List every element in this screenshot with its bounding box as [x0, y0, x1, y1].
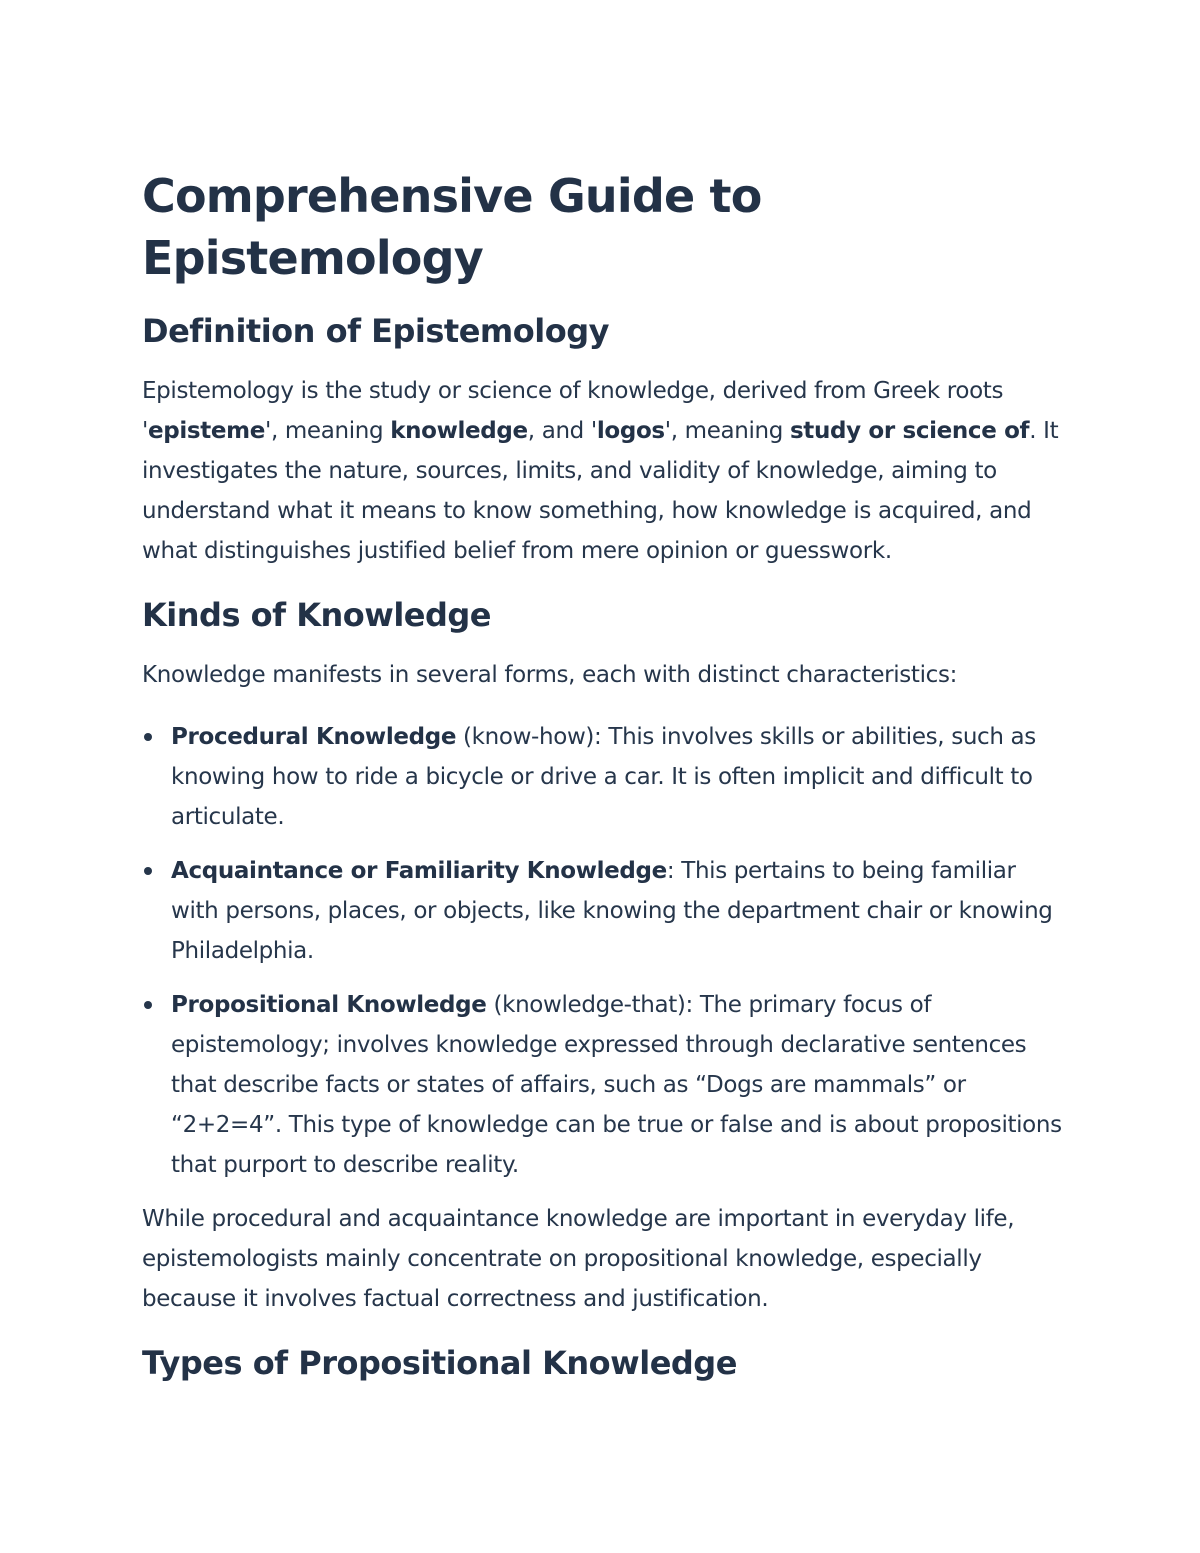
definition-text-2: ', meaning: [264, 418, 391, 444]
bullet-icon: [144, 1001, 152, 1009]
list-item: [142, 985, 1062, 1185]
definition-text-1: Epistemology is the study or science of knowledge, derived from Greek roots ': [142, 378, 1004, 444]
kinds-list: [142, 717, 1062, 1185]
document-title: Comprehensive Guide to Epistemology: [142, 169, 762, 285]
list-item-text: (knowledge-that): The primary focus of epistemology; involves knowledge expressed through declarative sentences that describe facts or states of affairs, such as “Dogs are mammals” or “2+2=4”. This type of knowledge can be true or false and is about propositions that purport to describe reality.: [171, 992, 1062, 1178]
list-item-text: : This pertains to being familiar with persons, places, or objects, like knowing the department chair or knowing Philadelphia.: [171, 858, 1053, 964]
bullet-icon: [144, 733, 152, 741]
section-definition: [142, 309, 1062, 571]
list-item: [142, 717, 1062, 837]
list-item: [142, 851, 1062, 971]
list-item-text: (know-how): This involves skills or abilities, such as knowing how to ride a bicycle or drive a car. It is often implicit and difficult to articulate.: [171, 724, 1036, 830]
term-knowledge: knowledge: [390, 418, 528, 444]
definition-text-5: . It investigates the nature, sources, limits, and validity of knowledge, aiming to understand what it means to know something, how knowledge is acquired, and what distinguishes justified belief from mere opinion or guesswork.: [142, 418, 1059, 564]
definition-heading: Definition of Epistemology: [142, 312, 609, 350]
bullet-icon: [144, 867, 152, 875]
types-heading: Types of Propositional Knowledge: [142, 1344, 737, 1382]
kinds-intro: Knowledge manifests in several forms, each with distinct characteristics:: [142, 662, 957, 688]
document-page: [142, 165, 1062, 1403]
kinds-closing: While procedural and acquaintance knowledge are important in everyday life, epistemologists mainly concentrate on propositional knowledge, especially because it involves factual correctness and justification.: [142, 1206, 1015, 1312]
section-kinds: [142, 593, 1062, 1319]
section-types: [142, 1341, 1062, 1385]
list-item-term: Procedural Knowledge: [171, 724, 457, 750]
term-study-or-science-of: study or science of: [789, 418, 1030, 444]
list-item-term: Acquaintance or Familiarity Knowledge: [171, 858, 667, 884]
term-episteme: episteme: [147, 418, 265, 444]
list-item-term: Propositional Knowledge: [171, 992, 487, 1018]
definition-paragraph: [142, 371, 1062, 571]
definition-text-3: , and ': [527, 418, 597, 444]
definition-text-4: ', meaning: [664, 418, 790, 444]
term-logos: logos: [596, 418, 665, 444]
kinds-heading: Kinds of Knowledge: [142, 596, 491, 634]
